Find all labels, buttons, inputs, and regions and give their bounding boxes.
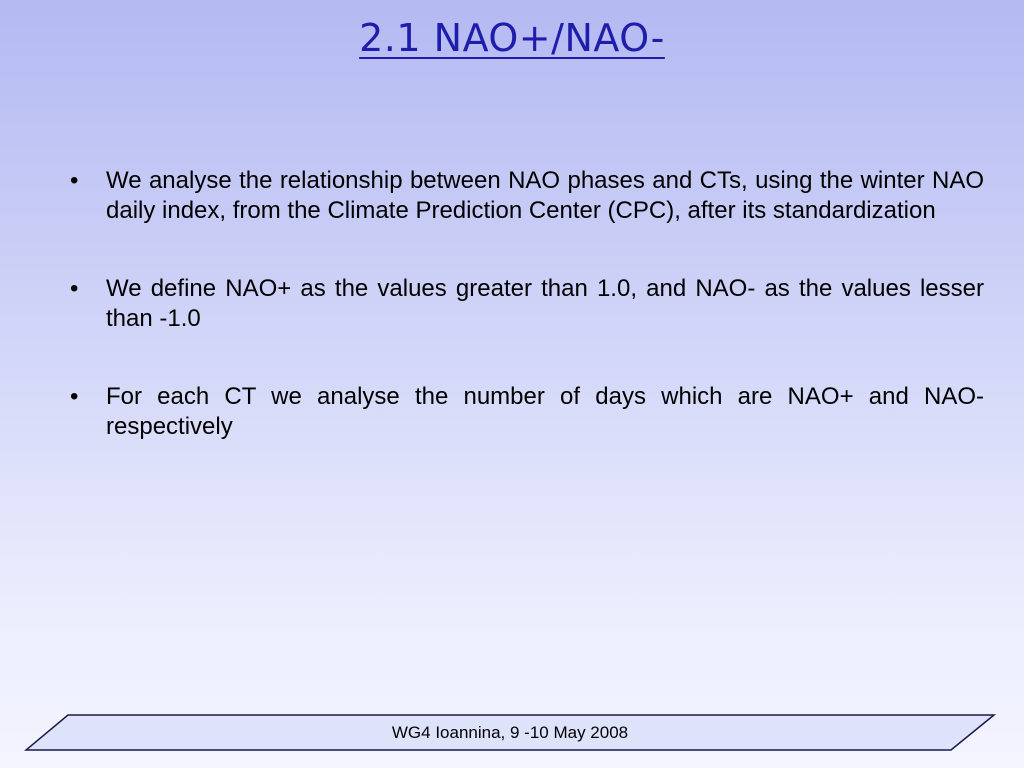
bullet-item: [70, 274, 984, 334]
bullet-text: For each CT we analyse the number of days which are NAO+ and NAO- respectively: [106, 383, 984, 440]
bullet-marker: •: [70, 167, 79, 194]
bullet-marker: •: [70, 275, 79, 302]
bullet-item: [70, 166, 984, 226]
footer-text: WG4 Ioannina, 9 -10 May 2008: [391, 723, 629, 742]
footer-banner: [24, 714, 996, 752]
bullet-marker: •: [70, 383, 79, 410]
bullet-text: We analyse the relationship between NAO phases and CTs, using the winter NAO daily index, from the Climate Prediction Center (CPC), after its standardization: [106, 167, 984, 224]
slide-title: 2.1 NAO+/NAO-: [359, 16, 665, 60]
bullet-list: [70, 166, 984, 490]
bullet-text: We define NAO+ as the values greater than 1.0, and NAO- as the values lesser than -1.0: [106, 275, 984, 332]
bullet-item: [70, 382, 984, 442]
